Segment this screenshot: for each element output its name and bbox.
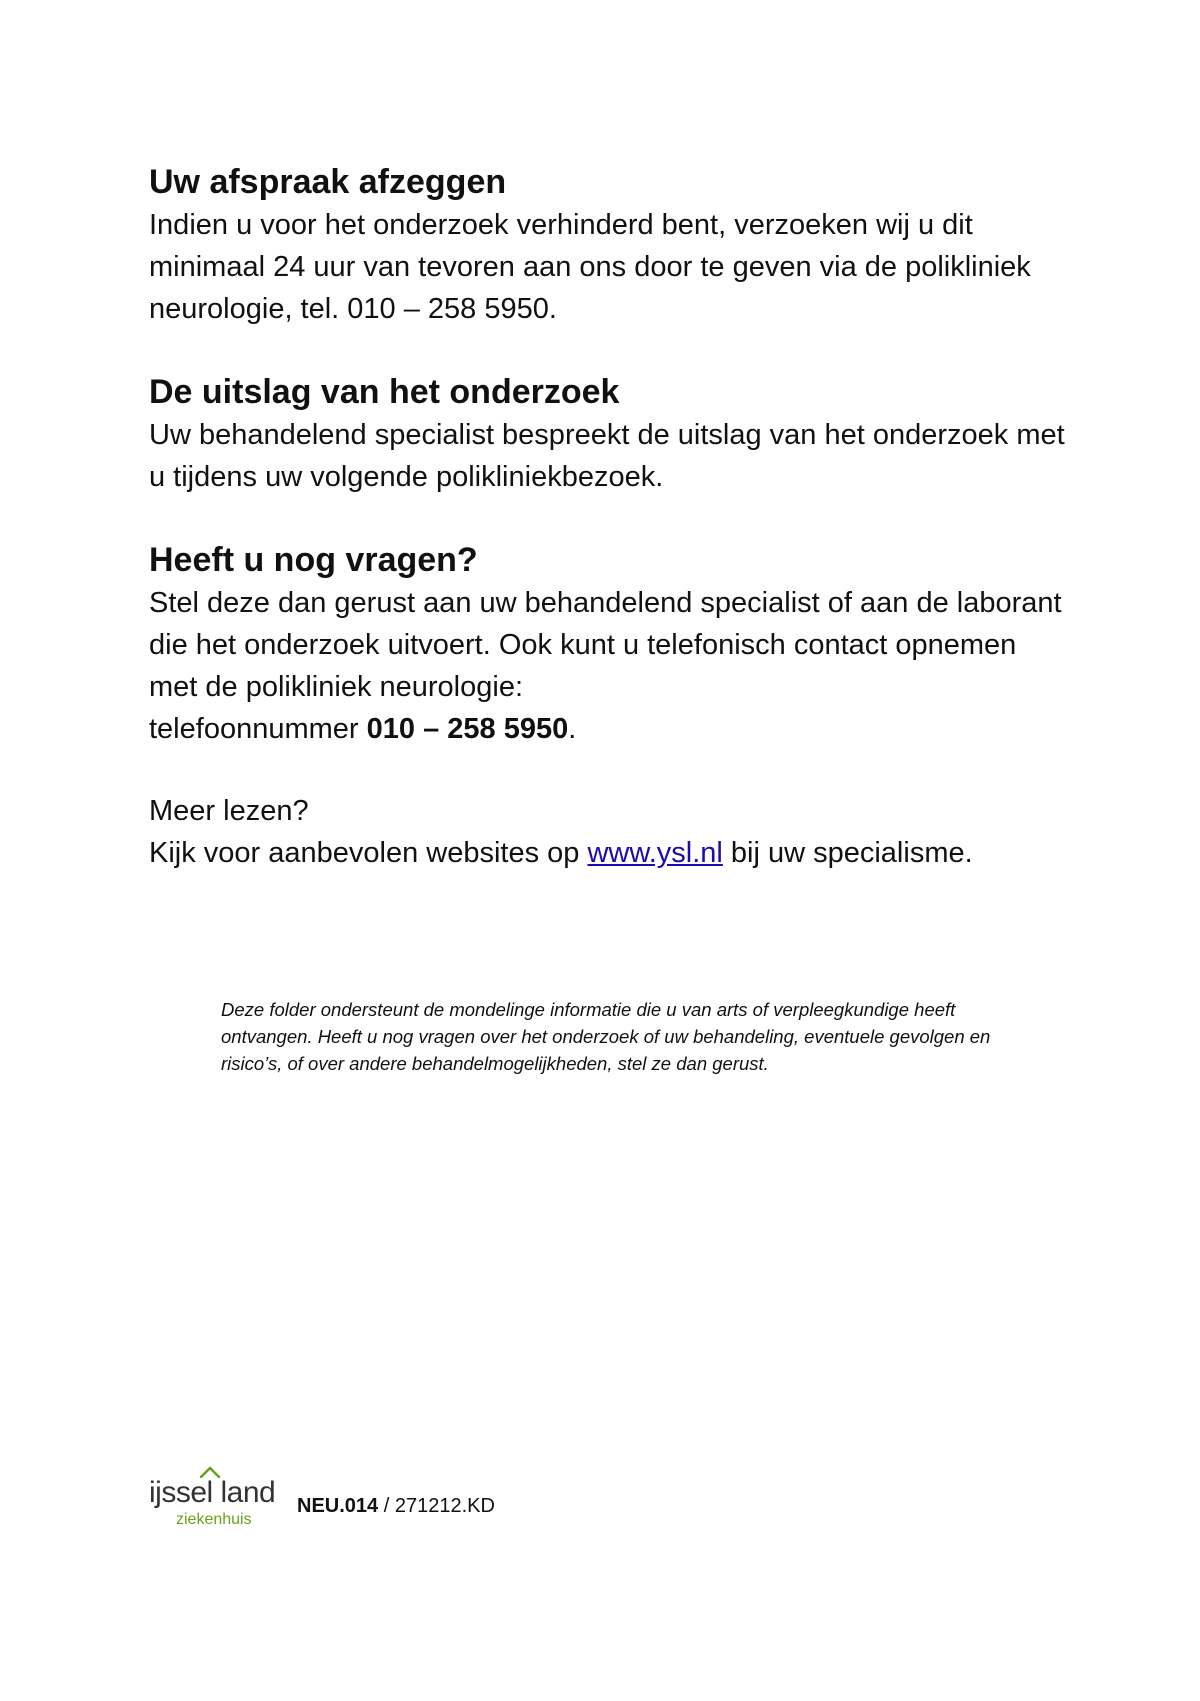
read-more-line: [149, 832, 1069, 874]
phone-line: [149, 708, 1069, 750]
read-more-title: Meer lezen?: [149, 795, 309, 827]
section-body: Stel deze dan gerust aan uw behandelend specialist of aan de laborant die het onderzoek uitvoert. Ook kunt u telefonisch contact opnemen met de polikliniek neurologie:: [149, 587, 1062, 703]
document-code: [297, 1494, 495, 1518]
section-heading: Heeft u nog vragen?: [149, 541, 478, 579]
logo-subtitle: ziekenhuis: [176, 1511, 252, 1528]
main-content: [149, 160, 1069, 874]
section-body: Uw behandelend specialist bespreekt de uitslag van het onderzoek met u tijdens uw volgende polikliniekbezoek.: [149, 419, 1065, 493]
read-more-text-after: bij uw specialisme.: [722, 837, 973, 869]
section-questions: [149, 538, 1069, 750]
hospital-logo: [149, 1466, 284, 1536]
section-heading: Uw afspraak afzeggen: [149, 163, 507, 201]
phone-prefix: telefoonnummer: [149, 713, 367, 745]
disclaimer-text: Deze folder ondersteunt de mondelinge informatie die u van arts of verpleegkundige heeft ontvangen. Heeft u nog vragen over het onderzoek of uw behandeling, eventuele gevolgen en risico’s, of over andere behandelmogelijkheden, stel ze dan gerust.: [221, 999, 991, 1074]
logo-wordmark: ijssel land: [149, 1476, 276, 1509]
section-body: Indien u voor het onderzoek verhinderd bent, verzoeken wij u dit minimaal 24 uur van tevoren aan ons door te geven via de polikliniek neurologie, tel. 010 – 258 5950.: [149, 209, 1031, 325]
section-read-more: [149, 790, 1069, 874]
phone-number: 010 – 258 5950: [366, 713, 569, 745]
document-code-version: / 271212.KD: [378, 1495, 495, 1517]
phone-suffix: .: [568, 713, 577, 745]
section-heading: De uitslag van het onderzoek: [149, 373, 620, 411]
read-more-text-before: Kijk voor aanbevolen websites op: [149, 837, 588, 869]
section-result: [149, 370, 1069, 498]
section-cancel-appointment: [149, 160, 1069, 330]
footer: [149, 1466, 749, 1536]
ysl-website-link[interactable]: www.ysl.nl: [587, 837, 723, 869]
document-code-id: NEU.014: [297, 1495, 379, 1517]
